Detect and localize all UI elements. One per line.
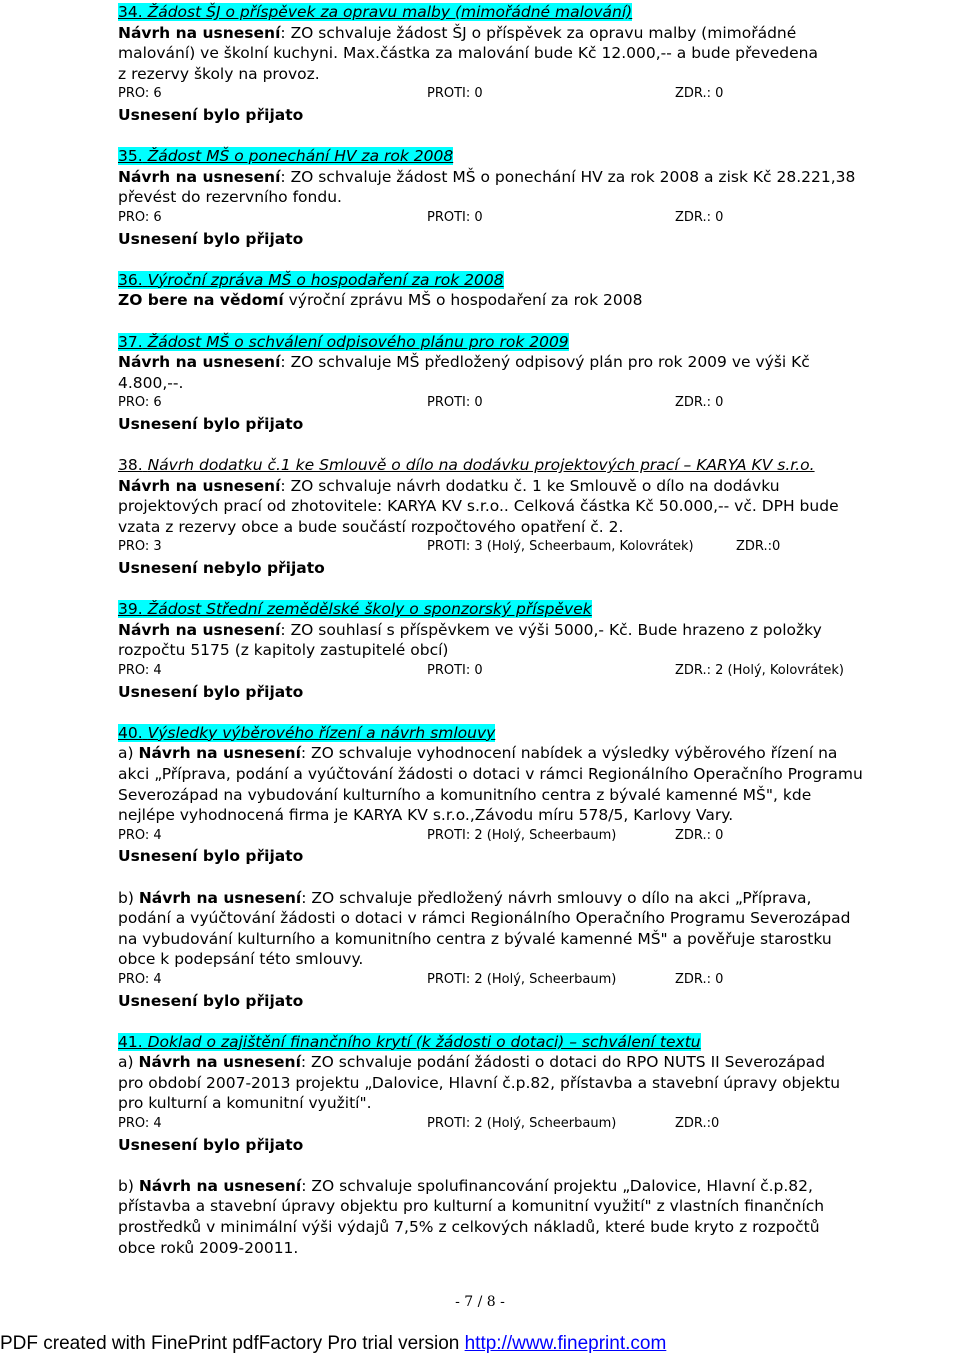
agenda-item-number: 37. [118, 332, 143, 351]
proposal-label: Návrh na usnesení [118, 476, 281, 495]
proposal-text: ZO schvaluje vyhodnocení nabídek a výsledky výběrového řízení na [311, 744, 838, 763]
proposal-line [118, 496, 956, 517]
proposal-text: akci „Příprava, podání a vyúčtování žádosti o dotaci v rámci Regionálního Operačního Programu [118, 764, 863, 783]
votes-against: PROTI: 2 (Holý, Scheerbaum) [427, 827, 617, 843]
proposal-text: 4.800,--. [118, 373, 184, 392]
agenda-item-heading [118, 146, 956, 167]
proposal-text: vzata z rezervy obce a bude součástí rozpočtového opatření č. 2. [118, 517, 624, 536]
proposal-line [118, 1217, 956, 1238]
proposal-text: výroční zprávu MŠ o hospodaření za rok 2008 [288, 291, 643, 310]
agenda-item-title-text: Žádost ŠJ o příspěvek za opravu malby (mimořádné malování) [147, 3, 633, 21]
resolution-result: Usnesení bylo přijato [118, 847, 304, 866]
proposal-text: pro kulturní a komunitní využití". [118, 1094, 372, 1113]
proposal-prefix: a) [118, 744, 139, 763]
agenda-item-number: 40. [118, 723, 143, 742]
agenda-item-title [118, 271, 504, 289]
page-number: - 7 / 8 - [455, 1294, 505, 1310]
votes-abstain: ZDR.:0 [675, 1116, 720, 1132]
proposal-prefix: b) [118, 888, 139, 907]
agenda-item-title-text: Žádost MŠ o ponechání HV za rok 2008 [147, 147, 454, 166]
proposal-line [118, 764, 956, 785]
resolution-result: Usnesení nebylo přijato [118, 559, 325, 578]
resolution-result: Usnesení bylo přijato [118, 414, 304, 433]
proposal-text: prostředků v minimální výši výdajů 7,5% z celkových nákladů, které bude kryto z rozpočtů [118, 1218, 820, 1237]
proposal-text: podání a vyúčtování žádosti o dotaci v rámci Regionálního Operačního Programu Severozápad [118, 909, 851, 928]
agenda-item-title-text: Výroční zpráva MŠ o hospodaření za rok 2008 [147, 270, 504, 289]
proposal-text: projektových prací od zhotovitele: KARYA KV s.r.o.. Celková částka Kč 50.000,-- vč. DPH bude [118, 497, 839, 516]
agenda-item-number: 36. [118, 270, 143, 289]
proposal-line: Návrh na usnesení: ZO schvaluje návrh dodatku č. 1 ke Smlouvě o dílo na dodávku [118, 476, 780, 495]
proposal-label: Návrh na usnesení [118, 23, 281, 42]
votes-against: PROTI: 0 [427, 395, 483, 411]
votes-against: PROTI: 0 [427, 663, 483, 678]
votes-for: PRO: 4 [118, 827, 162, 843]
fineprint-link[interactable]: http://www.fineprint.com [464, 1333, 667, 1354]
spacer [118, 249, 956, 270]
agenda-item-title-text: Doklad o zajištění finančního krytí (k žádosti o dotaci) – schválení textu [147, 1032, 701, 1051]
votes-abstain: ZDR.: 0 [675, 209, 724, 225]
vote-result-row [118, 208, 956, 229]
resolution-result: Usnesení bylo přijato [118, 229, 304, 248]
proposal-text: převést do rezervního fondu. [118, 188, 342, 207]
spacer [118, 702, 956, 723]
proposal-line: Návrh na usnesení: ZO schvaluje žádost MŠ o ponechání HV za rok 2008 a zisk Kč 28.221,38 [118, 167, 856, 186]
proposal-line: b) Návrh na usnesení: ZO schvaluje předložený návrh smlouvy o dílo na akci „Příprava, [118, 888, 812, 907]
agenda-item [118, 270, 956, 311]
votes-for: PRO: 4 [118, 971, 162, 987]
proposal-line: a) Návrh na usnesení: ZO schvaluje vyhodnocení nabídek a výsledky výběrového řízení na [118, 744, 838, 763]
agenda-item [118, 599, 956, 702]
proposal-line [118, 908, 956, 929]
vote-result-row [118, 1114, 956, 1135]
vote-result-row [118, 970, 956, 991]
proposal-line [118, 949, 956, 970]
proposal-text: ZO schvaluje spolufinancování projektu „Dalovice, Hlavní č.p.82, [311, 1176, 813, 1195]
agenda-item [118, 723, 956, 1011]
votes-against: PROTI: 0 [427, 209, 483, 225]
proposal-text: ZO schvaluje MŠ předložený odpisový plán pro rok 2009 ve výši Kč [290, 353, 810, 372]
proposal-label: Návrh na usnesení [138, 888, 302, 907]
proposal-line [118, 187, 956, 208]
proposal-text: ZO souhlasí s příspěvkem ve výši 5000,- Kč. Bude hrazeno z položky [290, 620, 822, 639]
proposal-line [118, 373, 956, 394]
votes-abstain: ZDR.:0 [736, 539, 781, 555]
votes-against: PROTI: 2 (Holý, Scheerbaum) [427, 971, 617, 987]
agenda-item-heading [118, 2, 956, 23]
proposal-line [118, 1238, 956, 1259]
proposal-text: přístavba a stavební úpravy objektu pro kulturní a komunitní využití" z vlastních finančních [118, 1197, 825, 1216]
proposal-label: Návrh na usnesení [138, 1176, 302, 1195]
spacer [118, 867, 956, 888]
agenda-item-title [118, 3, 632, 21]
proposal-label: ZO bere na vědomí [118, 291, 284, 310]
agenda-item-title [118, 147, 453, 165]
spacer [118, 1011, 956, 1032]
proposal-line [118, 1073, 956, 1094]
agenda-item-title-text: Žádost Střední zemědělské školy o sponzorský příspěvek [147, 600, 592, 619]
proposal-line [118, 640, 956, 661]
agenda-item-title-text: Návrh dodatku č.1 ke Smlouvě o dílo na dodávku projektových prací – KARYA KV s.r.o. [147, 456, 815, 475]
proposal-label: Návrh na usnesení [118, 353, 281, 372]
proposal-text: Severozápad na vybudování kulturního a komunitního centra z bývalé kamenné MŠ", kde [118, 785, 812, 804]
agenda-item-heading [118, 1032, 956, 1053]
proposal-prefix: a) [118, 1053, 139, 1072]
proposal-text: ZO schvaluje žádost MŠ o ponechání HV za rok 2008 a zisk Kč 28.221,38 [290, 167, 856, 186]
document-body [118, 2, 956, 1258]
proposal-label: Návrh na usnesení [138, 744, 301, 763]
votes-against: PROTI: 3 (Holý, Scheerbaum, Kolovrátek) [427, 539, 694, 555]
proposal-line: a) Návrh na usnesení: ZO schvaluje podání žádosti o dotaci do RPO NUTS II Severozápad [118, 1053, 826, 1072]
pdf-footer-text: PDF created with FinePrint pdfFactory Pro trial version [0, 1333, 465, 1354]
proposal-text: pro období 2007-2013 projektu „Dalovice, Hlavní č.p.82, přístavba a stavební úpravy objektu [118, 1073, 841, 1092]
votes-abstain: ZDR.: 0 [675, 827, 724, 843]
agenda-item [118, 2, 956, 126]
proposal-line [118, 43, 956, 64]
resolution-result: Usnesení bylo přijato [118, 682, 304, 701]
spacer [118, 311, 956, 332]
votes-for: PRO: 6 [118, 395, 162, 411]
resolution-result: Usnesení bylo přijato [118, 1135, 304, 1154]
proposal-line: Návrh na usnesení: ZO souhlasí s příspěvkem ve výši 5000,- Kč. Bude hrazeno z položky [118, 620, 822, 639]
proposal-line [118, 929, 956, 950]
resolution-result: Usnesení bylo přijato [118, 105, 304, 124]
agenda-item-title-text: Žádost MŠ o schválení odpisového plánu pro rok 2009 [147, 332, 569, 351]
proposal-line [118, 517, 956, 538]
proposal-text: obce roků 2009-20011. [118, 1238, 299, 1257]
agenda-item-number: 41. [118, 1032, 143, 1051]
spacer [118, 434, 956, 455]
agenda-item-title [118, 333, 569, 351]
agenda-item-title [118, 600, 592, 618]
proposal-text: ZO schvaluje návrh dodatku č. 1 ke Smlouvě o dílo na dodávku [290, 476, 780, 495]
votes-abstain: ZDR.: 2 (Holý, Kolovrátek) [675, 663, 844, 678]
agenda-item-heading [118, 599, 956, 620]
spacer [118, 126, 956, 147]
agenda-item-heading [118, 455, 956, 476]
agenda-item-number: 38. [118, 456, 143, 475]
proposal-text: malování) ve školní kuchyni. Max.částka za malování bude Kč 12.000,-- a bude převedena [118, 44, 818, 63]
resolution-result: Usnesení bylo přijato [118, 991, 304, 1010]
votes-for: PRO: 6 [118, 86, 162, 102]
proposal-line [118, 64, 956, 85]
proposal-label: Návrh na usnesení [138, 1053, 301, 1072]
proposal-line: Návrh na usnesení: ZO schvaluje MŠ předložený odpisový plán pro rok 2009 ve výši Kč [118, 353, 810, 372]
vote-result-row [118, 537, 956, 558]
agenda-item-title [118, 456, 815, 474]
agenda-item-title-text: Výsledky výběrového řízení a návrh smlouvy [147, 723, 496, 742]
vote-result-row [118, 393, 956, 414]
proposal-text: rozpočtu 5175 (z kapitoly zastupitelé obcí) [118, 641, 449, 660]
agenda-item-heading [118, 332, 956, 353]
proposal-line [118, 290, 956, 311]
proposal-text: ZO schvaluje podání žádosti o dotaci do RPO NUTS II Severozápad [311, 1053, 826, 1072]
proposal-text: ZO schvaluje předložený návrh smlouvy o dílo na akci „Příprava, [311, 888, 812, 907]
agenda-item-title [118, 724, 495, 742]
proposal-line: Návrh na usnesení: ZO schvaluje žádost ŠJ o příspěvek za opravu malby (mimořádné [118, 23, 797, 42]
agenda-item [118, 146, 956, 249]
votes-against: PROTI: 2 (Holý, Scheerbaum) [427, 1116, 617, 1132]
proposal-line [118, 1196, 956, 1217]
proposal-line [118, 805, 956, 826]
pdf-footer [0, 1331, 960, 1357]
proposal-label: Návrh na usnesení [118, 167, 281, 186]
proposal-label: Návrh na usnesení [118, 620, 281, 639]
proposal-text: obce k podepsání této smlouvy. [118, 950, 364, 969]
proposal-prefix: b) [118, 1176, 139, 1195]
votes-for: PRO: 4 [118, 663, 162, 678]
vote-result-row [118, 661, 956, 682]
agenda-item-heading [118, 270, 956, 291]
agenda-item [118, 332, 956, 435]
proposal-line: b) Návrh na usnesení: ZO schvaluje spolufinancování projektu „Dalovice, Hlavní č.p.82, [118, 1176, 813, 1195]
votes-for: PRO: 4 [118, 1116, 162, 1132]
agenda-item-number: 35. [118, 147, 143, 166]
votes-abstain: ZDR.: 0 [675, 86, 724, 102]
proposal-text: nejlépe vyhodnocená firma je KARYA KV s.r.o.,Závodu míru 578/5, Karlovy Vary. [118, 806, 734, 825]
proposal-text: z rezervy školy na provoz. [118, 64, 320, 83]
votes-for: PRO: 3 [118, 539, 162, 555]
spacer [118, 579, 956, 600]
agenda-item-heading [118, 723, 956, 744]
proposal-line [118, 1093, 956, 1114]
proposal-line [118, 785, 956, 806]
agenda-item [118, 455, 956, 579]
votes-abstain: ZDR.: 0 [675, 395, 724, 411]
agenda-item-number: 39. [118, 600, 143, 619]
agenda-item-number: 34. [118, 3, 143, 21]
votes-against: PROTI: 0 [427, 86, 483, 102]
votes-for: PRO: 6 [118, 209, 162, 225]
agenda-item [118, 1032, 956, 1259]
votes-abstain: ZDR.: 0 [675, 971, 724, 987]
spacer [118, 1155, 956, 1176]
agenda-item-title [118, 1033, 701, 1051]
vote-result-row [118, 826, 956, 847]
proposal-text: na vybudování kulturního a komunitního centra z bývalé kamenné MŠ" a pověřuje starostku [118, 929, 832, 948]
vote-result-row [118, 84, 956, 105]
proposal-text: ZO schvaluje žádost ŠJ o příspěvek za opravu malby (mimořádné [290, 23, 797, 42]
